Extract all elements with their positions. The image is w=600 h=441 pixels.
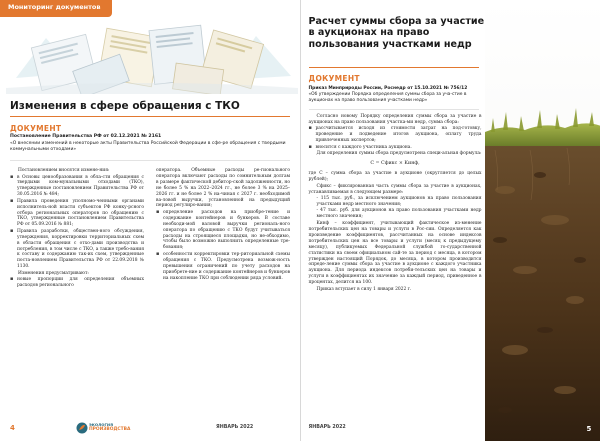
dash-item: - 47 тыс. руб. для аукционов на право пользования участками недр местного значения; (316, 208, 482, 220)
left-doc-subtitle: «О внесении изменений в некоторые акты Правительства Российской Федерации в сфе-ре обращения с твердыми коммунальными отходами» (10, 141, 286, 152)
bullet-item: ▪ определение расходов на приобре-тение и содержание контейнеров и бункеров. В составе необходи-мой валовой выручки региональ-ного оператора по обращению с ТКО будут учитываться расходы на строящиеся площадки, но не-обходимо, чтобы было возможно выполнить определенные тре-бования; (156, 210, 290, 251)
paragraph: где С – сумма сбора за участие в аукционе (округляется до целых рублей); (308, 171, 482, 183)
documents-illustration (6, 18, 298, 94)
bullet-item: ▪ вносится с каждого участника аукциона. (309, 145, 482, 151)
section-tab-label: Мониторинг документов (8, 3, 101, 11)
bullet-item: ▪ в Основы ценообразования в обла-сти обращения с твердыми ком-мунальными отходами (ТКО), утвержденные постановлением Правительства РФ от 30.05.2016 № 484; (10, 175, 144, 199)
right-issue-date: ЯНВАРЬ 2022 (308, 425, 346, 430)
paragraph: Kинф – коэффициент, учитывающий фактическое из-менение потребительских цен на товары и услуги в Рос-сии. Определяется как произведение коэффициентов, рассчитанных на основе индексов потребительских цен на все товары и услуги (месяц к предыдущему месяцу), публикуемых Федеральной службой го-сударственной статистики на своем официальном сай-те за период с месяца, в котором утвержден настоящий Порядок, до месяца, в котором производится опреде-ление суммы сбора за участие в аукционе с каждого участника аукциона. Для периода индексов потреби-тельских цен на товары и услуги в коэффициентах их значение за каждый период, приведенное в процентах, делится на 100. (308, 220, 482, 286)
left-column-1 (10, 168, 144, 290)
bullet-item: ▪ Правила проведения уполномо-ченными органами исполнитель-ной власти субъектов РФ конку-рсного отбора региональных операторов по обращению с ТКО, утвержденные постановлением Правительства РФ от 05.09.2016 № 881; (10, 199, 144, 229)
left-footer (10, 423, 292, 437)
paragraph: оператора. Объемные расходы ре-гионального оператора включают расходы по сомнительным долгам в размере фактической дебитор-ской задолженности, но не более 5 % на 2022–2024 гг., не более 3 % на 2025–2026 гг. и не более 2 % на-чиная с 2027 г. необходимой ва-ловой выручки, установленной на предыдущий период регулиро-вания; (156, 168, 290, 209)
right-heading-rule (309, 67, 479, 68)
left-doc-label: ДОКУМЕНТ (10, 124, 62, 133)
section-tab (0, 0, 112, 17)
bullet-item: ▪ новые пропорции для определения объемных расходов регионального (10, 277, 144, 289)
paragraph: Постановлением вносятся измене-ния: (18, 168, 110, 173)
formula: С = Сфикс × Kинф, (370, 161, 420, 167)
left-issue-date: ЯНВАРЬ 2022 (216, 425, 254, 430)
right-page-number: 5 (586, 425, 592, 433)
bullet-item: ▪ рассчитывается исходя из стоимости затрат на под-готовку, проведение и подведение итогов аукциона, оплату труда привлеченных экспертов; (309, 126, 482, 144)
left-column-2 (156, 168, 290, 282)
right-heading: Расчет суммы сбора за участие в аукционах на право пользования участками недр (308, 16, 485, 50)
paragraph: Для определения суммы сбора предусмотрена специ-альная формула: (316, 151, 482, 157)
left-divider (10, 160, 290, 161)
right-doc-title: Приказ Минприроды России, Роснедр от 15.10.2021 № 756/12 (308, 86, 468, 91)
left-page-number: 4 (10, 424, 15, 432)
right-doc-subtitle: «Об утверждении Порядка определения суммы сбора за уча-стие в аукционах на право пользования участками недр» (308, 92, 467, 103)
logo-line-2: ПРОИЗВОДСТВА (89, 427, 131, 432)
bullet-item: ▪ Правила разработки, обществен-ного обсуждения, утверждения, корректировки территориальных схем в области обращения с отхо-дами производства и потребления, в том числе с ТКО, а также требо-вания к составу и содержанию так-их схем, утвержденные поста-новлением Правительства РФ от 22.09.2018 № 1130. (10, 229, 144, 270)
soil-cross-section-photo (485, 0, 600, 441)
paragraph: Согласно новому Порядку определения суммы сбора за участие в аукционах на право пользования участка-ми недр, сумма сбора: (308, 114, 482, 125)
right-doc-label: ДОКУМЕНТ (308, 74, 360, 83)
leaf-logo-icon (76, 422, 88, 434)
left-heading: Изменения в сфере обращения с ТКО (10, 100, 240, 112)
paragraph: Изменения предусматривают: (18, 270, 89, 276)
right-page (301, 0, 600, 441)
bullet-item: ▪ особенности корректировки тер-риториальной схемы обращения с ТКО. Предусмотрена возмож-ность превышения ограничений по учету расходов на приобрете-ние и содержание контейнеров и бункеров на накопление ТКО при соблюдении ряда условий. (156, 252, 290, 282)
paragraph: Сфикс – фиксированная часть суммы сбора за участие в аукционах, устанавливаемая в следующем размере: (308, 183, 482, 195)
logo-line-1: ЭКОЛОГИЯ (89, 422, 114, 427)
magazine-logo (76, 421, 131, 436)
right-divider (309, 109, 479, 110)
paragraph: Приказ вступает в силу 1 января 2022 г. (316, 286, 412, 292)
left-doc-title: Постановление Правительства РФ от 02.12.2021 № 2161 (10, 134, 162, 139)
dash-item: - 115 тыс. руб., за исключением аукционов на право пользования участками недр местного значения; (316, 195, 482, 207)
right-column (309, 114, 482, 293)
heading-rule (10, 116, 290, 117)
